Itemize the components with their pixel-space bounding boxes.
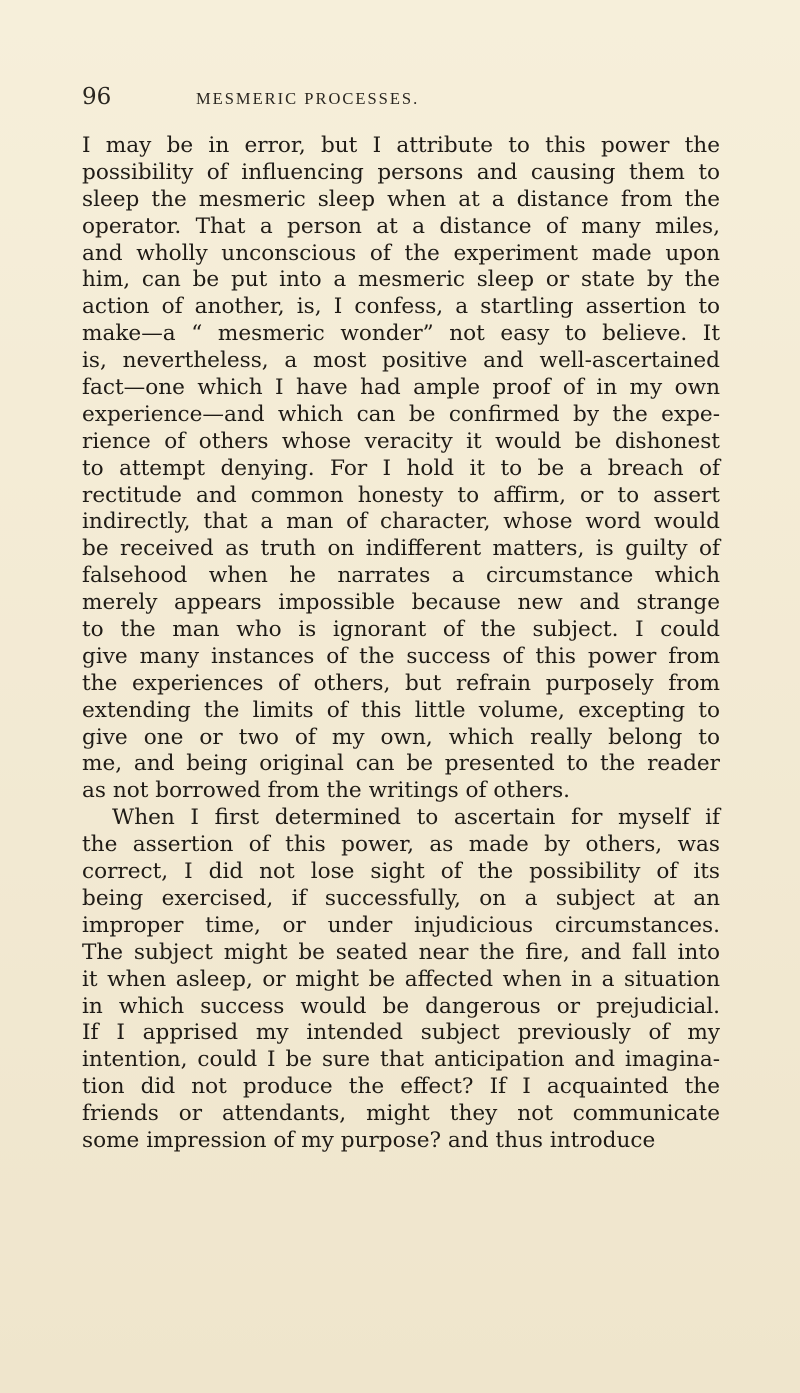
text-line: and wholly unconscious of the experiment made upon	[82, 240, 720, 266]
text-line: being exercised, if successfully, on a subject at an	[82, 885, 720, 911]
text-line: some impression of my purpose? and thus introduce	[82, 1127, 656, 1153]
page-header	[82, 84, 722, 114]
text-line: rience of others whose veracity it would be dishonest	[82, 428, 720, 454]
text-line: I may be in error, but I attribute to this power the	[82, 133, 720, 158]
text-line: falsehood when he narrates a circumstance which	[82, 563, 720, 589]
text-line: correct, I did not lose sight of the possibility of its	[82, 859, 720, 885]
text-line: tion did not produce the effect? If I acquainted the	[82, 1074, 720, 1100]
text-line: give one or two of my own, which really belong to	[82, 724, 720, 750]
running-head: MESMERIC PROCESSES.	[196, 89, 420, 108]
body-text	[82, 133, 720, 1155]
text-line: operator. That a person at a distance of many miles,	[82, 213, 720, 239]
text-line: extending the limits of this little volume, excepting to	[82, 697, 720, 723]
text-line: as not borrowed from the writings of others.	[82, 778, 571, 804]
text-line: make—a “ mesmeric wonder” not easy to believe. It	[82, 321, 720, 347]
paragraph	[82, 133, 720, 805]
text-line: experience—and which can be confirmed by the expe-	[82, 401, 720, 427]
text-line: The subject might be seated near the fire, and fall into	[82, 939, 720, 965]
text-line: action of another, is, I confess, a startling assertion to	[82, 294, 720, 320]
text-line: is, nevertheless, a most positive and well-ascertained	[82, 348, 720, 374]
text-line: the experiences of others, but refrain purposely from	[82, 670, 720, 696]
text-line: to the man who is ignorant of the subject. I could	[82, 617, 720, 643]
text-line: give many instances of the success of this power from	[82, 643, 720, 669]
text-line: me, and being original can be presented to the reader	[82, 751, 720, 777]
text-line: improper time, or under injudicious circumstances.	[82, 912, 720, 938]
text-line: sleep the mesmeric sleep when at a distance from the	[82, 186, 720, 212]
paragraph	[82, 805, 720, 1155]
text-line: friends or attendants, might they not communicate	[82, 1101, 720, 1127]
text-line: him, can be put into a mesmeric sleep or state by the	[82, 267, 720, 293]
text-line: intention, could I be sure that anticipation and imagina-	[82, 1047, 720, 1073]
text-line: it when asleep, or might be affected when in a situation	[82, 966, 720, 992]
text-line: When I first determined to ascertain for myself if	[112, 805, 720, 831]
text-line: the assertion of this power, as made by others, was	[82, 832, 720, 858]
page-number: 96	[82, 84, 112, 110]
text-line: merely appears impossible because new and strange	[82, 590, 720, 616]
text-line: be received as truth on indifferent matters, is guilty of	[82, 536, 720, 562]
text-line: If I apprised my intended subject previously of my	[82, 1020, 720, 1046]
text-line: indirectly, that a man of character, whose word would	[82, 509, 720, 535]
text-line: to attempt denying. For I hold it to be a breach of	[82, 455, 720, 481]
text-line: fact—one which I have had ample proof of in my own	[82, 375, 720, 401]
text-line: possibility of influencing persons and causing them to	[82, 159, 720, 185]
text-line: rectitude and common honesty to affirm, or to assert	[82, 482, 720, 508]
text-line: in which success would be dangerous or prejudicial.	[82, 993, 720, 1019]
